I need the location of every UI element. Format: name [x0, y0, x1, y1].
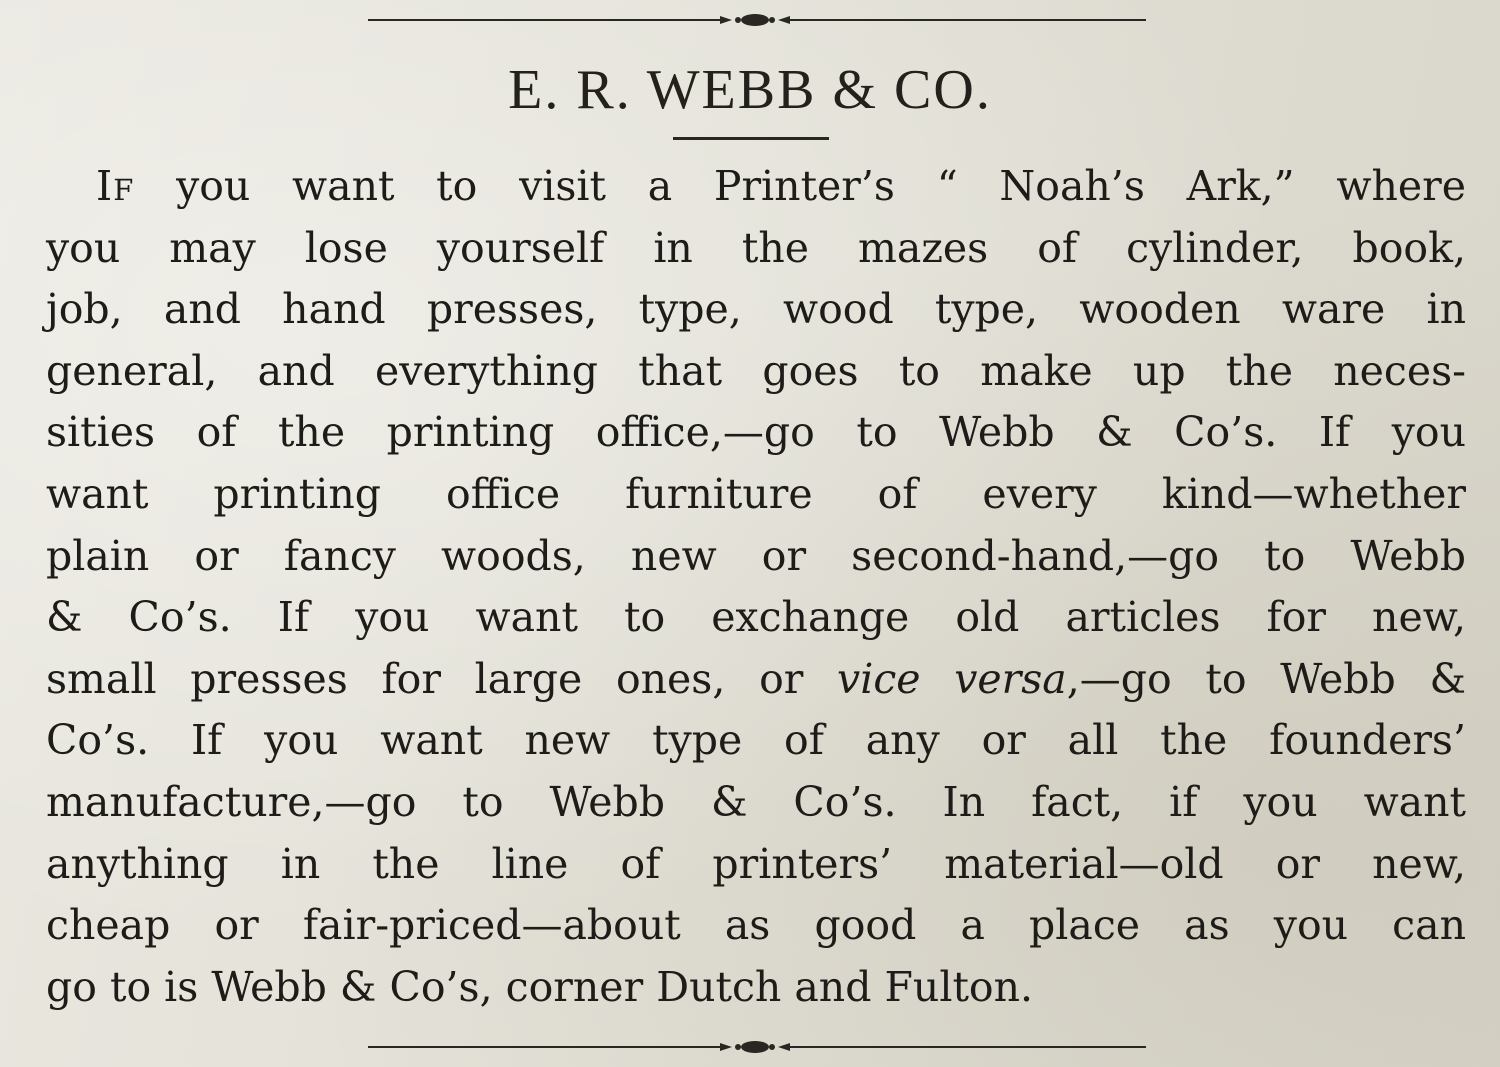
- text-line: want printing office furniture of every kind—whether: [46, 469, 1466, 518]
- text-segment: small presses for large ones, or: [46, 654, 838, 703]
- text-line: go to is Webb & Co’s, corner Dutch and Fulton.: [46, 962, 1034, 1011]
- opening-word: If: [96, 162, 135, 210]
- text-line: & Co’s. If you want to exchange old articles for new,: [46, 593, 1466, 642]
- text-line: anything in the line of printers’ material—old or new,: [46, 839, 1466, 888]
- text-line: [46, 156, 1466, 218]
- text-line: you may lose yourself in the mazes of cylinder, book,: [46, 223, 1466, 272]
- text-line: sities of the printing office,—go to Webb & Co’s. If you: [46, 408, 1466, 457]
- text-line-content: you want to visit a Printer’s “ Noah’s Ark,” where: [176, 162, 1466, 210]
- italic-phrase: vice versa: [837, 654, 1067, 703]
- title-underline: [673, 137, 829, 140]
- text-line: plain or fancy woods, new or second-hand,—go to Webb: [46, 531, 1466, 580]
- text-line: manufacture,—go to Webb & Co’s. In fact, if you want: [46, 777, 1466, 826]
- text-line: [46, 649, 1466, 711]
- advertisement-title: E. R. WEBB & CO.: [508, 59, 992, 121]
- top-ornamental-rule: [360, 10, 1150, 30]
- text-line: cheap or fair-priced—about as good a place as you can: [46, 901, 1466, 950]
- text-line: job, and hand presses, type, wood type, wooden ware in: [46, 285, 1466, 334]
- advertisement-body: [46, 156, 1466, 1018]
- text-segment: ,—go to Webb &: [1066, 654, 1466, 703]
- bottom-ornamental-rule: [360, 1037, 1150, 1057]
- text-line: Co’s. If you want new type of any or all the founders’: [46, 716, 1466, 765]
- text-line: general, and everything that goes to make up the neces-: [46, 346, 1466, 395]
